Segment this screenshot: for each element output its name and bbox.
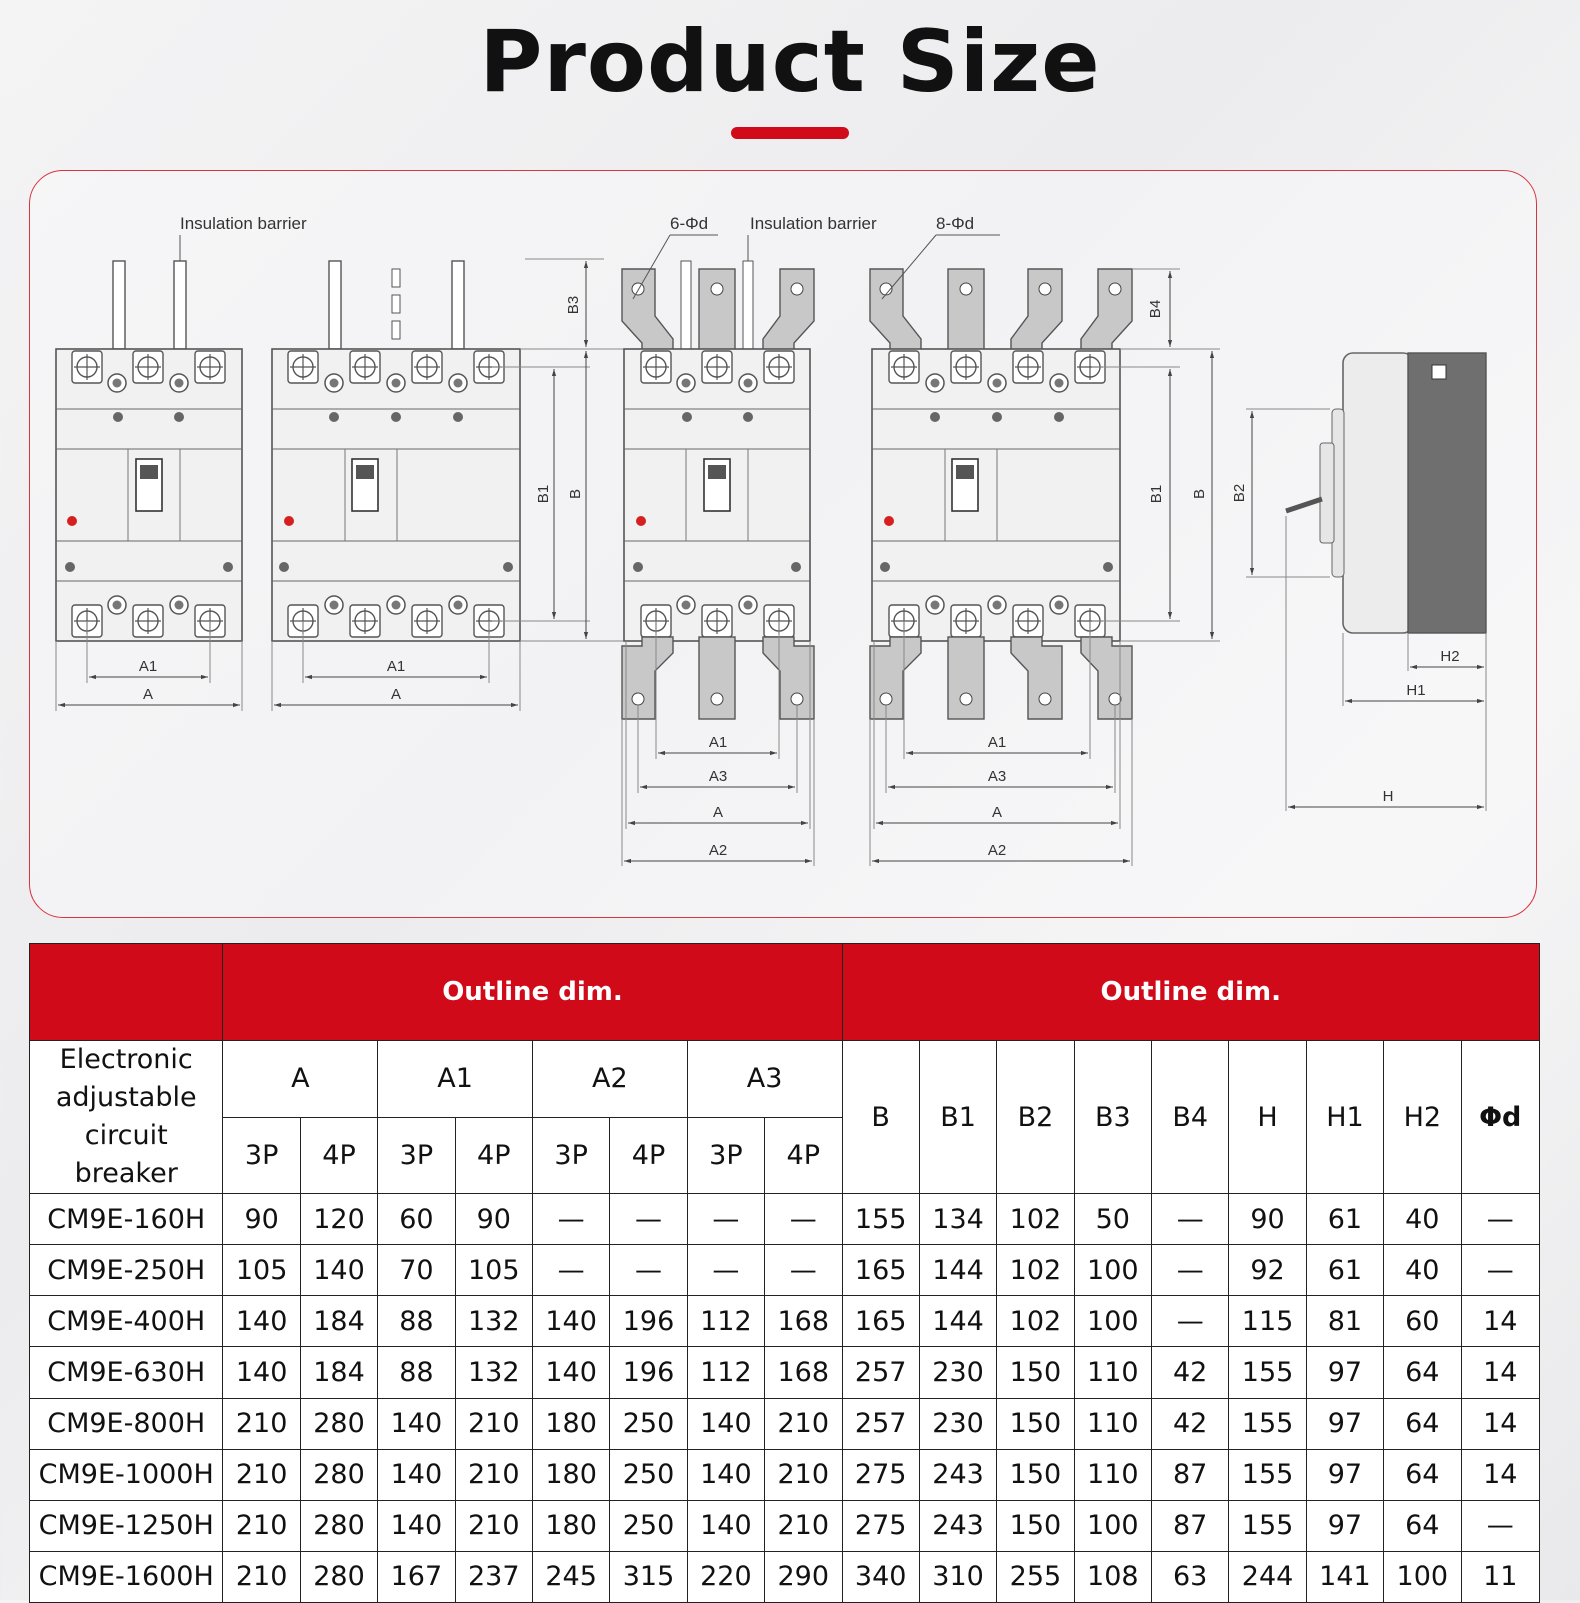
value-cell: 250: [610, 1398, 687, 1449]
table-row: [30, 1500, 1540, 1551]
value-cell: 144: [919, 1245, 996, 1296]
column-header-a: A: [223, 1041, 378, 1118]
value-cell: 275: [842, 1500, 919, 1551]
value-cell: 140: [378, 1398, 455, 1449]
value-cell: 290: [765, 1551, 842, 1602]
value-cell: 90: [455, 1194, 532, 1245]
value-cell: 134: [919, 1194, 996, 1245]
value-cell: 184: [300, 1347, 377, 1398]
value-cell: 64: [1384, 1500, 1461, 1551]
value-cell: 88: [378, 1296, 455, 1347]
value-cell: 64: [1384, 1398, 1461, 1449]
model-cell: CM9E-1250H: [30, 1500, 223, 1551]
value-cell: 61: [1306, 1245, 1383, 1296]
value-cell: 64: [1384, 1449, 1461, 1500]
pole-header-4p: 4P: [455, 1117, 532, 1194]
value-cell: 40: [1384, 1245, 1461, 1296]
value-cell: 140: [300, 1245, 377, 1296]
value-cell: —: [1152, 1194, 1229, 1245]
value-cell: 100: [1074, 1296, 1151, 1347]
value-cell: —: [1461, 1194, 1540, 1245]
dim-label-h1: H1: [1406, 682, 1426, 699]
value-cell: 81: [1306, 1296, 1383, 1347]
value-cell: 210: [455, 1500, 532, 1551]
pole-header-3p: 3P: [223, 1117, 300, 1194]
value-cell: 315: [610, 1551, 687, 1602]
value-cell: 150: [997, 1449, 1074, 1500]
value-cell: 102: [997, 1245, 1074, 1296]
value-cell: 243: [919, 1500, 996, 1551]
value-cell: 100: [1074, 1245, 1151, 1296]
model-cell: CM9E-400H: [30, 1296, 223, 1347]
value-cell: 90: [223, 1194, 300, 1245]
value-cell: —: [765, 1194, 842, 1245]
value-cell: —: [1461, 1500, 1540, 1551]
column-header-h2: H2: [1384, 1041, 1461, 1194]
dim-label-b3: B3: [565, 295, 582, 315]
dim-label-b1: B1: [1148, 484, 1165, 504]
table-row: [30, 1347, 1540, 1398]
value-cell: 102: [997, 1296, 1074, 1347]
value-cell: 210: [223, 1449, 300, 1500]
value-cell: 250: [610, 1500, 687, 1551]
dim-label-a2: A2: [708, 842, 728, 859]
page-title: Product Size: [479, 12, 1101, 112]
value-cell: 220: [687, 1551, 764, 1602]
column-header-b1: B1: [919, 1041, 996, 1194]
value-cell: 257: [842, 1398, 919, 1449]
value-cell: —: [610, 1245, 687, 1296]
value-cell: 168: [765, 1296, 842, 1347]
value-cell: 42: [1152, 1347, 1229, 1398]
value-cell: 110: [1074, 1398, 1151, 1449]
breaker-3p-front: [56, 214, 307, 711]
dim-label-h: H: [1382, 788, 1394, 805]
value-cell: 40: [1384, 1194, 1461, 1245]
value-cell: 275: [842, 1449, 919, 1500]
value-cell: 165: [842, 1245, 919, 1296]
value-cell: 167: [378, 1551, 455, 1602]
value-cell: 310: [919, 1551, 996, 1602]
column-header-b2: B2: [997, 1041, 1074, 1194]
dimension-table: [29, 943, 1540, 1603]
group-header-a: Outline dim.: [223, 944, 842, 1041]
value-cell: 155: [1229, 1500, 1306, 1551]
value-cell: 230: [919, 1347, 996, 1398]
value-cell: 140: [223, 1296, 300, 1347]
dim-label-a1: A1: [987, 734, 1007, 751]
value-cell: —: [532, 1245, 609, 1296]
dim-label-h2: H2: [1440, 648, 1460, 665]
value-cell: 150: [997, 1347, 1074, 1398]
column-header-h: H: [1229, 1041, 1306, 1194]
value-cell: 210: [455, 1398, 532, 1449]
value-cell: 87: [1152, 1449, 1229, 1500]
dim-label-a3: A3: [987, 768, 1007, 785]
dim-label-a: A: [991, 804, 1003, 821]
dim-label-a: A: [390, 686, 402, 703]
value-cell: 70: [378, 1245, 455, 1296]
dim-label-a2: A2: [987, 842, 1007, 859]
value-cell: 155: [842, 1194, 919, 1245]
value-cell: 110: [1074, 1449, 1151, 1500]
table-row: [30, 1449, 1540, 1500]
value-cell: 108: [1074, 1551, 1151, 1602]
value-cell: 250: [610, 1449, 687, 1500]
value-cell: 105: [223, 1245, 300, 1296]
value-cell: 210: [223, 1500, 300, 1551]
value-cell: 60: [378, 1194, 455, 1245]
column-header-b3: B3: [1074, 1041, 1151, 1194]
model-cell: CM9E-800H: [30, 1398, 223, 1449]
value-cell: 140: [687, 1500, 764, 1551]
dim-label-b1: B1: [535, 484, 552, 504]
value-cell: 97: [1306, 1449, 1383, 1500]
value-cell: 14: [1461, 1347, 1540, 1398]
holes-label-4p: 8-Φd: [936, 214, 975, 233]
value-cell: 196: [610, 1296, 687, 1347]
value-cell: 140: [687, 1449, 764, 1500]
value-cell: 87: [1152, 1500, 1229, 1551]
breaker-side-view: [1231, 353, 1486, 811]
value-cell: 115: [1229, 1296, 1306, 1347]
value-cell: 165: [842, 1296, 919, 1347]
value-cell: 64: [1384, 1347, 1461, 1398]
value-cell: —: [765, 1245, 842, 1296]
value-cell: 230: [919, 1398, 996, 1449]
column-header-a2: A2: [532, 1041, 687, 1118]
dim-label-b: B: [567, 488, 584, 500]
value-cell: 42: [1152, 1398, 1229, 1449]
holes-label-3p: 6-Φd: [670, 214, 709, 233]
value-cell: 280: [300, 1398, 377, 1449]
value-cell: 210: [223, 1551, 300, 1602]
value-cell: 180: [532, 1398, 609, 1449]
value-cell: —: [687, 1245, 764, 1296]
value-cell: 243: [919, 1449, 996, 1500]
value-cell: 97: [1306, 1347, 1383, 1398]
value-cell: 14: [1461, 1398, 1540, 1449]
pole-header-3p: 3P: [687, 1117, 764, 1194]
pole-header-4p: 4P: [300, 1117, 377, 1194]
value-cell: 210: [765, 1449, 842, 1500]
value-cell: 14: [1461, 1449, 1540, 1500]
dimension-drawings: [30, 171, 1538, 919]
value-cell: 102: [997, 1194, 1074, 1245]
model-cell: CM9E-630H: [30, 1347, 223, 1398]
column-header-phi-d: Φd: [1461, 1041, 1540, 1194]
value-cell: —: [1152, 1296, 1229, 1347]
group-header-b: Outline dim.: [842, 944, 1540, 1041]
dim-label-b: B: [1191, 488, 1208, 500]
dim-label-b2: B2: [1231, 483, 1248, 503]
value-cell: 244: [1229, 1551, 1306, 1602]
value-cell: 88: [378, 1347, 455, 1398]
value-cell: 140: [378, 1449, 455, 1500]
value-cell: 140: [378, 1500, 455, 1551]
value-cell: 60: [1384, 1296, 1461, 1347]
value-cell: 120: [300, 1194, 377, 1245]
value-cell: 112: [687, 1347, 764, 1398]
value-cell: 141: [1306, 1551, 1383, 1602]
table-row: [30, 1296, 1540, 1347]
value-cell: 105: [455, 1245, 532, 1296]
model-cell: CM9E-1000H: [30, 1449, 223, 1500]
pole-header-3p: 3P: [378, 1117, 455, 1194]
pole-header-4p: 4P: [765, 1117, 842, 1194]
column-header-b: B: [842, 1041, 919, 1194]
insulation-barrier-label: Insulation barrier: [180, 214, 307, 233]
value-cell: —: [1461, 1245, 1540, 1296]
value-cell: 14: [1461, 1296, 1540, 1347]
value-cell: 155: [1229, 1398, 1306, 1449]
value-cell: 97: [1306, 1500, 1383, 1551]
value-cell: 210: [455, 1449, 532, 1500]
dim-label-b4: B4: [1147, 299, 1164, 319]
value-cell: 210: [223, 1398, 300, 1449]
value-cell: 257: [842, 1347, 919, 1398]
value-cell: 63: [1152, 1551, 1229, 1602]
value-cell: 140: [532, 1296, 609, 1347]
value-cell: 280: [300, 1551, 377, 1602]
value-cell: 340: [842, 1551, 919, 1602]
value-cell: 245: [532, 1551, 609, 1602]
pole-header-4p: 4P: [610, 1117, 687, 1194]
table-corner-header: [30, 944, 223, 1041]
value-cell: 180: [532, 1449, 609, 1500]
table-row: [30, 1551, 1540, 1602]
dim-label-a1: A1: [708, 734, 728, 751]
value-cell: —: [532, 1194, 609, 1245]
dimension-diagram-panel: [29, 170, 1537, 918]
value-cell: 210: [765, 1398, 842, 1449]
value-cell: 155: [1229, 1449, 1306, 1500]
value-cell: 97: [1306, 1398, 1383, 1449]
column-header-h1: H1: [1306, 1041, 1383, 1194]
value-cell: —: [687, 1194, 764, 1245]
breaker-3p-busbar: [622, 214, 877, 866]
column-header-a1: A1: [378, 1041, 533, 1118]
insulation-barrier-label: Insulation barrier: [750, 214, 877, 233]
value-cell: 184: [300, 1296, 377, 1347]
column-header-a3: A3: [687, 1041, 842, 1118]
value-cell: 50: [1074, 1194, 1151, 1245]
dim-label-a: A: [712, 804, 724, 821]
table-row: [30, 1398, 1540, 1449]
model-cell: CM9E-1600H: [30, 1551, 223, 1602]
breaker-4p-front: [272, 259, 630, 711]
value-cell: 132: [455, 1296, 532, 1347]
model-cell: CM9E-160H: [30, 1194, 223, 1245]
value-cell: 90: [1229, 1194, 1306, 1245]
value-cell: 132: [455, 1347, 532, 1398]
table-row: [30, 1194, 1540, 1245]
value-cell: 255: [997, 1551, 1074, 1602]
pole-header-3p: 3P: [532, 1117, 609, 1194]
value-cell: 210: [765, 1500, 842, 1551]
value-cell: 61: [1306, 1194, 1383, 1245]
value-cell: 168: [765, 1347, 842, 1398]
dim-label-a1: A1: [138, 658, 158, 675]
dim-label-a3: A3: [708, 768, 728, 785]
table-body: [30, 1194, 1540, 1603]
value-cell: 196: [610, 1347, 687, 1398]
value-cell: 280: [300, 1449, 377, 1500]
value-cell: 140: [223, 1347, 300, 1398]
value-cell: 110: [1074, 1347, 1151, 1398]
column-header-b4: B4: [1152, 1041, 1229, 1194]
value-cell: 150: [997, 1398, 1074, 1449]
dim-label-a: A: [142, 686, 154, 703]
value-cell: 11: [1461, 1551, 1540, 1602]
value-cell: —: [610, 1194, 687, 1245]
model-column-header: Electronic adjustable circuit breaker: [30, 1041, 223, 1194]
title-underline: [731, 127, 849, 139]
value-cell: 112: [687, 1296, 764, 1347]
value-cell: 140: [687, 1398, 764, 1449]
breaker-4p-busbar: [870, 214, 1220, 866]
value-cell: 280: [300, 1500, 377, 1551]
value-cell: 150: [997, 1500, 1074, 1551]
value-cell: —: [1152, 1245, 1229, 1296]
dim-label-a1: A1: [386, 658, 406, 675]
value-cell: 237: [455, 1551, 532, 1602]
value-cell: 180: [532, 1500, 609, 1551]
value-cell: 92: [1229, 1245, 1306, 1296]
value-cell: 155: [1229, 1347, 1306, 1398]
model-cell: CM9E-250H: [30, 1245, 223, 1296]
value-cell: 140: [532, 1347, 609, 1398]
value-cell: 144: [919, 1296, 996, 1347]
value-cell: 100: [1384, 1551, 1461, 1602]
table-row: [30, 1245, 1540, 1296]
value-cell: 100: [1074, 1500, 1151, 1551]
